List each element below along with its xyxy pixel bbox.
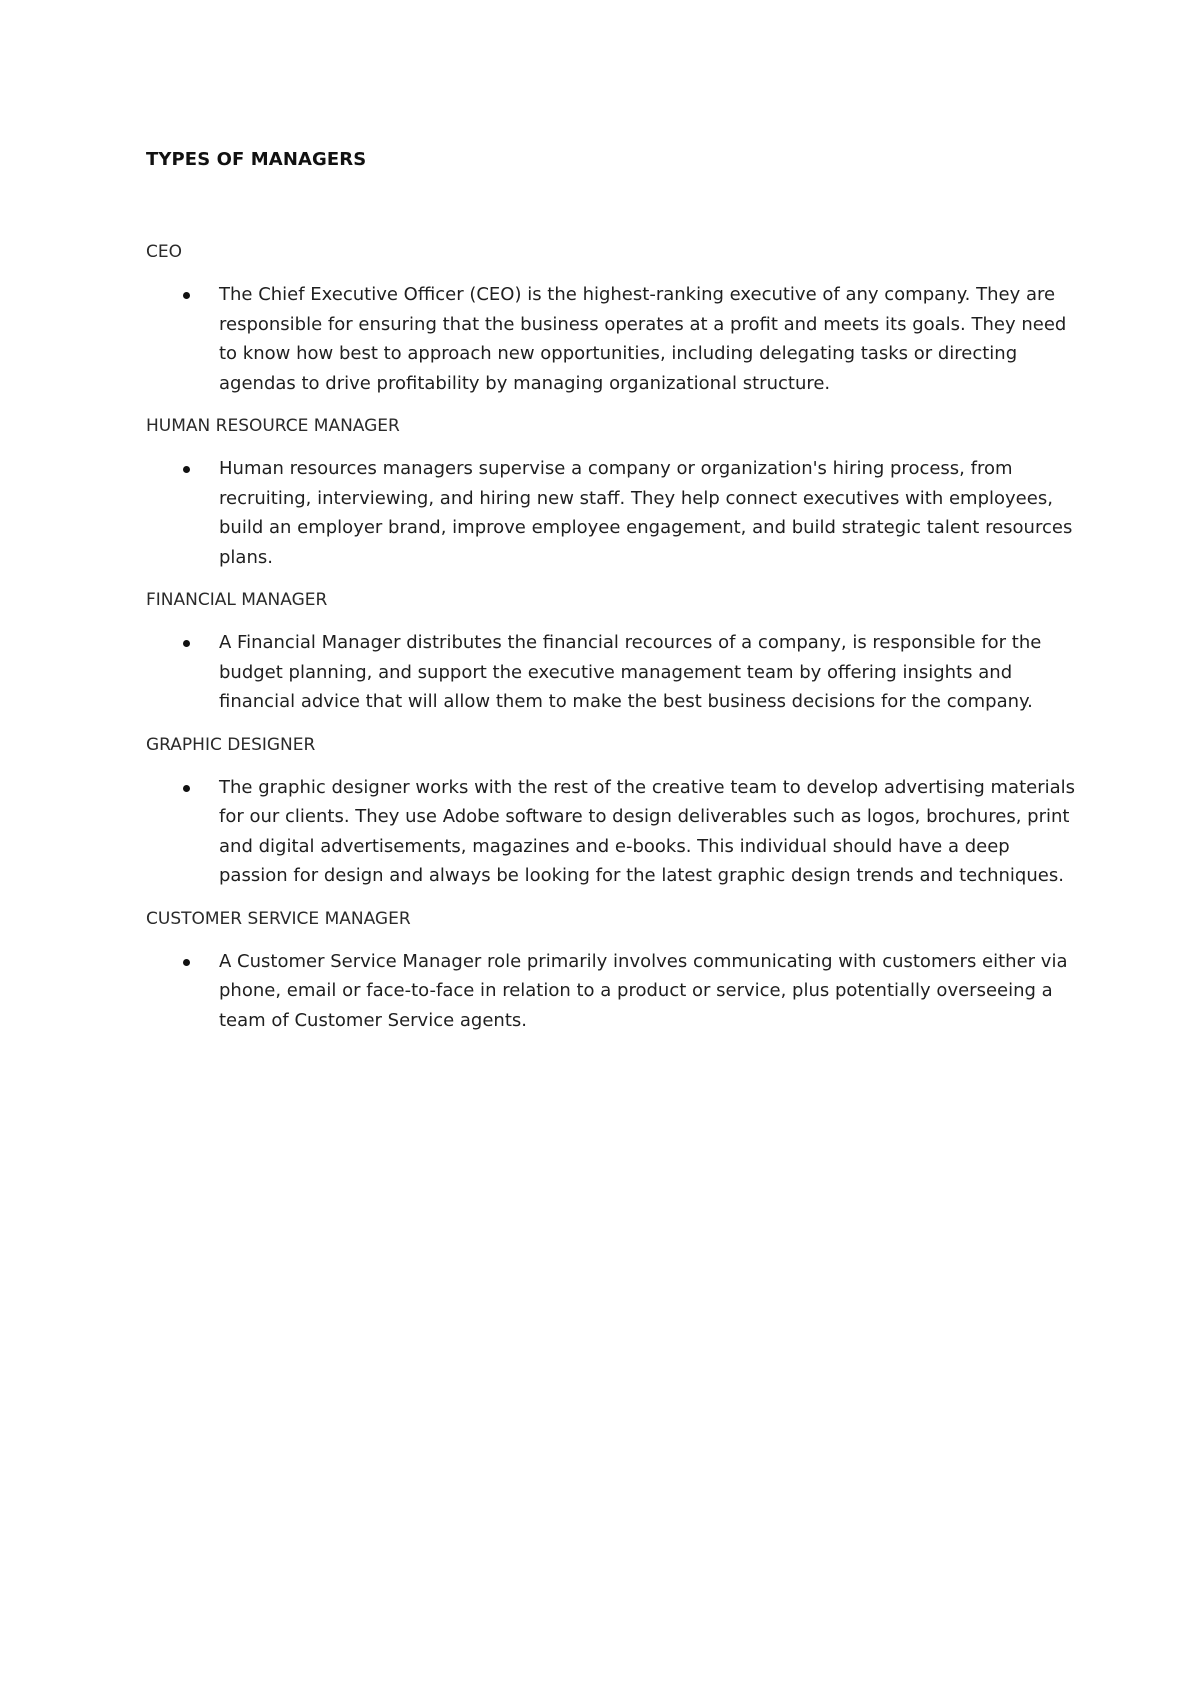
section-heading: FINANCIAL MANAGER xyxy=(146,590,328,610)
list-item-text: The Chief Executive Officer (CEO) is the highest-ranking executive of any company. They are responsible for ensuring that the business operates at a profit and meets its goals. They need to know how best to approach new opportunities, including delegating tasks or directing agendas to drive profitability by managing organizational structure. xyxy=(219,284,1067,394)
bullet-icon xyxy=(183,785,190,792)
list-item-text: Human resources managers supervise a company or organization's hiring process, from recruiting, interviewing, and hiring new staff. They help connect executives with employees, build an employer brand, improve employee engagement, and build strategic talent resources plans. xyxy=(219,458,1073,568)
bullet-icon xyxy=(183,466,190,473)
document-body xyxy=(146,146,1076,1035)
bullet-list xyxy=(146,454,1076,572)
section-human-resource-manager xyxy=(146,412,1076,572)
list-item-text: A Customer Service Manager role primarily involves communicating with customers either via phone, email or face-to-face in relation to a product or service, plus potentially overseeing a team of Customer Service agents. xyxy=(219,950,1068,1031)
section-heading: CEO xyxy=(146,242,182,262)
section-heading: GRAPHIC DESIGNER xyxy=(146,734,316,755)
list-item xyxy=(146,454,1079,572)
bullet-list xyxy=(146,773,1076,891)
section-customer-service-manager xyxy=(146,905,1076,1036)
section-ceo xyxy=(146,238,1076,398)
document-title: TYPES OF MANAGERS xyxy=(146,149,367,170)
bullet-icon xyxy=(183,959,190,966)
list-item xyxy=(146,947,1079,1036)
list-item xyxy=(146,280,1079,398)
section-heading: HUMAN RESOURCE MANAGER xyxy=(146,416,400,436)
bullet-list xyxy=(146,947,1076,1036)
list-item-text: A Financial Manager distributes the financial recources of a company, is responsible for the budget planning, and support the executive management team by offering insights and financial advice that will allow them to make the best business decisions for the company. xyxy=(219,632,1042,712)
section-financial-manager xyxy=(146,586,1076,717)
section-graphic-designer xyxy=(146,731,1076,891)
bullet-list xyxy=(146,628,1076,717)
list-item xyxy=(146,773,1079,891)
bullet-list xyxy=(146,280,1076,398)
section-heading: CUSTOMER SERVICE MANAGER xyxy=(146,908,411,929)
list-item xyxy=(146,628,1079,717)
bullet-icon xyxy=(183,640,190,647)
list-item-text: The graphic designer works with the rest of the creative team to develop advertising materials for our clients. They use Adobe software to design deliverables such as logos, brochures, print and digital advertisements, magazines and e-books. This individual should have a deep passion for design and always be looking for the latest graphic design trends and techniques. xyxy=(219,776,1076,886)
bullet-icon xyxy=(183,292,190,299)
